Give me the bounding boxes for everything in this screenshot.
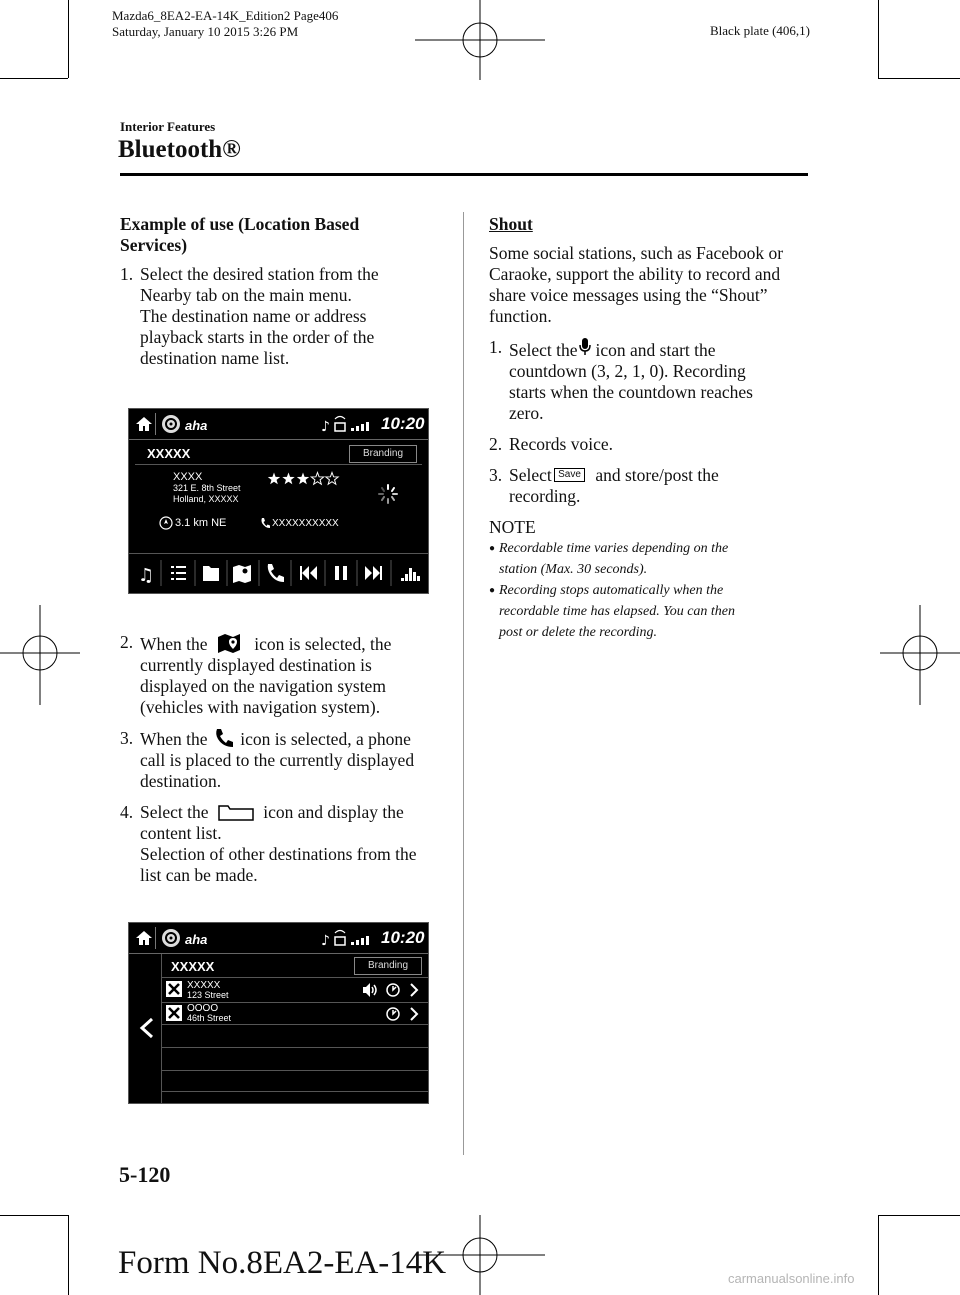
left-step-1: 1. Select the desired station from the Nearby tab on the main menu. The destination name or address playback starts in the order of the destination name list. bbox=[120, 264, 379, 368]
registration-target-right bbox=[880, 605, 960, 705]
note-item: ● Recording stops automatically when the recordable time has elapsed. You can then post or delete the recording. bbox=[489, 580, 819, 643]
phone-small-icon bbox=[260, 517, 270, 529]
print-header-line1: Mazda6_8EA2-EA-14K_Edition2 Page406 bbox=[112, 8, 339, 23]
form-number: Form No.8EA2-EA-14K bbox=[118, 1245, 447, 1281]
section-title: Bluetooth® bbox=[118, 136, 241, 163]
star-filled-icon bbox=[268, 473, 280, 485]
aha-logo-icon bbox=[161, 928, 181, 948]
registration-target-left bbox=[0, 605, 80, 705]
star-filled-icon bbox=[282, 473, 294, 485]
shout-intro: Some social stations, such as Facebook or Caraoke, support the ability to record and share voice messages using the “Shout” function. bbox=[489, 243, 784, 326]
screen2-item2-actions bbox=[385, 1005, 425, 1023]
screen2-item1-street: 123 Street bbox=[187, 990, 229, 1000]
print-header-plate: Black plate (406,1) bbox=[710, 23, 810, 38]
shout-step-2: 2. Records voice. bbox=[489, 434, 613, 454]
bullet-icon: ● bbox=[489, 543, 496, 554]
svg-text:♪: ♪ bbox=[321, 419, 330, 435]
aha-nearby-screen bbox=[128, 408, 429, 594]
section-rule bbox=[120, 173, 808, 176]
map-icon bbox=[214, 632, 248, 654]
placeholder-thumb-icon bbox=[166, 1005, 182, 1021]
watermark: carmanualsonline.info bbox=[728, 1271, 855, 1286]
registration-target-top bbox=[415, 0, 545, 80]
home-icon bbox=[135, 929, 153, 947]
svg-text:♫: ♫ bbox=[138, 565, 155, 586]
screen2-top-bar bbox=[129, 923, 428, 954]
screen2-status-icons bbox=[319, 927, 381, 949]
screen1-dest-name: XXXX bbox=[173, 471, 203, 483]
note-label: NOTE bbox=[489, 517, 536, 537]
section-category: Interior Features bbox=[120, 119, 216, 134]
screen2-branding: Branding bbox=[354, 957, 422, 975]
star-empty-icon bbox=[326, 473, 338, 485]
shout-step-3: 3. Select Save and store/post the recording. bbox=[489, 465, 719, 506]
screen2-item1-actions bbox=[361, 981, 423, 999]
screen1-phone: XXXXXXXXXX bbox=[272, 518, 339, 529]
microphone-icon bbox=[578, 337, 592, 357]
folder-icon bbox=[215, 802, 257, 822]
bullet-icon: ● bbox=[489, 585, 496, 596]
back-chevron-icon bbox=[139, 1017, 155, 1039]
star-empty-icon bbox=[311, 473, 323, 485]
phone-icon bbox=[214, 728, 234, 748]
shout-heading: Shout bbox=[489, 214, 533, 234]
left-steps-continued bbox=[120, 632, 460, 896]
screen2-app-name: aha bbox=[185, 932, 208, 947]
screen1-top-bar bbox=[129, 409, 428, 440]
aha-content-list-screen bbox=[128, 922, 429, 1104]
aha-logo-icon bbox=[161, 414, 181, 434]
screen1-address2: Holland, XXXXX bbox=[173, 494, 239, 504]
left-step-2: 2. When the icon is selected, the currently displayed destination is displayed on the navigation system (vehicles with navigation system). bbox=[120, 632, 392, 717]
screen2-item2-street: 46th Street bbox=[187, 1013, 232, 1023]
star-filled-icon bbox=[297, 473, 309, 485]
screen1-status-icons bbox=[319, 413, 381, 435]
svg-text:♪: ♪ bbox=[321, 933, 330, 949]
shout-step-1: 1. Select the icon and start the countdown (3, 2, 1, 0). Recording starts when the countdown reaches zero. bbox=[489, 337, 753, 423]
distance-icon bbox=[159, 516, 173, 530]
page-number: 5-120 bbox=[119, 1162, 171, 1187]
home-icon bbox=[135, 415, 153, 433]
left-column bbox=[120, 214, 450, 379]
loading-spinner-icon bbox=[377, 483, 399, 505]
star-rating bbox=[267, 471, 342, 487]
screen1-clock: 10:20 bbox=[381, 414, 425, 433]
note-item: ● Recordable time varies depending on the station (Max. 30 seconds). bbox=[489, 538, 819, 580]
note-list bbox=[489, 538, 819, 643]
screen1-control-bar bbox=[129, 554, 428, 592]
screen1-app-name: aha bbox=[185, 418, 208, 433]
print-header-line2: Saturday, January 10 2015 3:26 PM bbox=[112, 24, 299, 39]
save-button-icon: Save bbox=[554, 468, 585, 482]
left-step-3: 3. When the icon is selected, a phone call is placed to the currently displayed destination. bbox=[120, 728, 415, 791]
right-column bbox=[489, 214, 819, 643]
screen2-clock: 10:20 bbox=[381, 928, 425, 947]
left-heading: Example of use (Location Based Services) bbox=[120, 214, 360, 255]
screen2-item1-name: XXXXX bbox=[187, 980, 221, 991]
screen2-station: XXXXX bbox=[171, 959, 215, 974]
screen1-station: XXXXX bbox=[147, 446, 191, 461]
placeholder-thumb-icon bbox=[166, 981, 182, 997]
screen2-item2-name: OOOO bbox=[187, 1003, 219, 1014]
screen1-distance: 3.1 km NE bbox=[175, 517, 227, 529]
print-header-file bbox=[112, 8, 338, 40]
column-divider bbox=[463, 212, 464, 1155]
left-step-4: 4. Select the icon and display the content list. Selection of other destinations from the list can be made. bbox=[120, 802, 417, 885]
screen1-branding: Branding bbox=[349, 445, 417, 463]
screen1-address1: 321 E. 8th Street bbox=[173, 483, 241, 493]
